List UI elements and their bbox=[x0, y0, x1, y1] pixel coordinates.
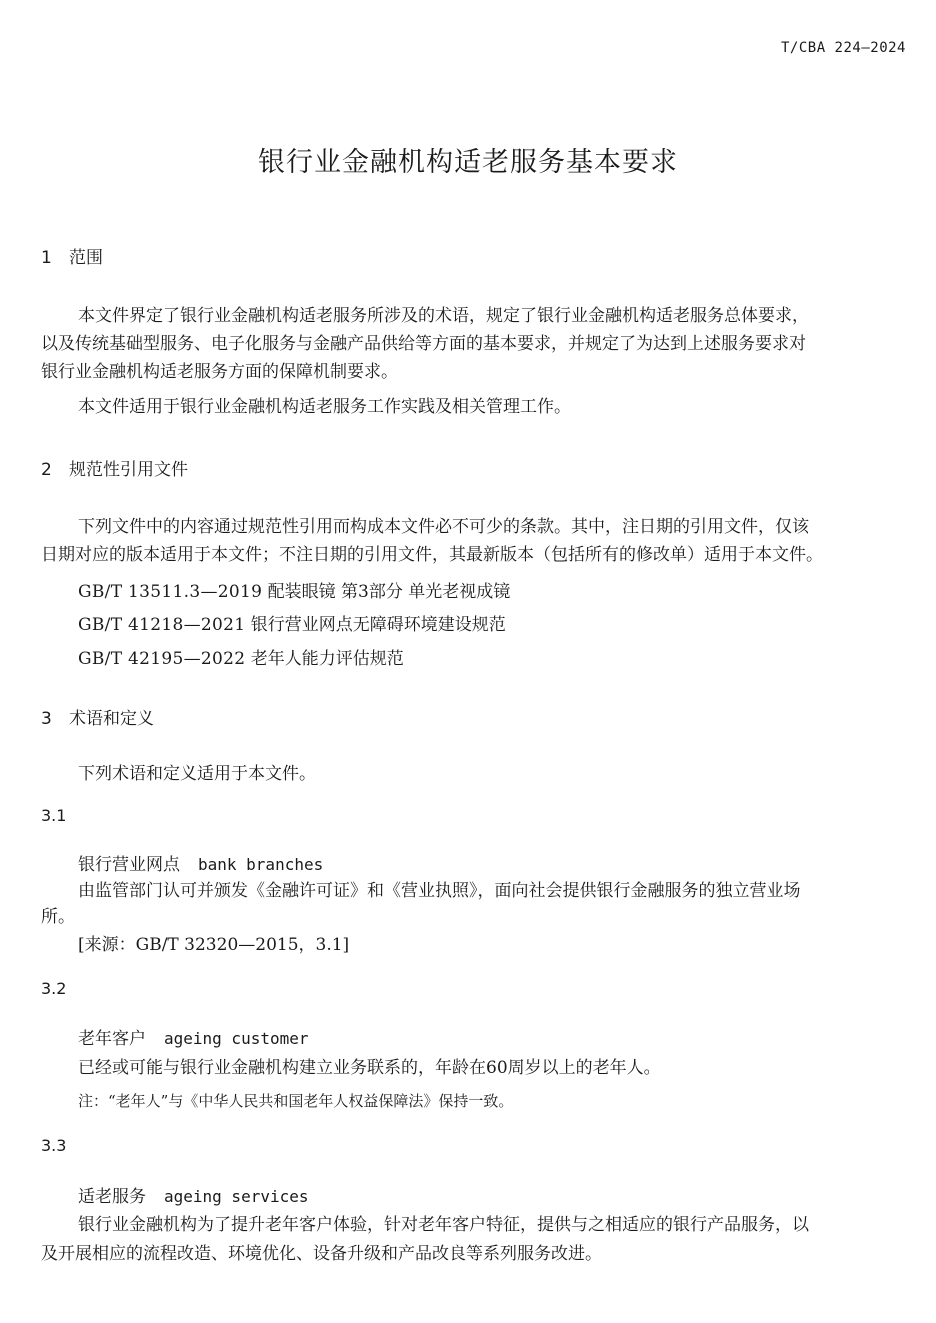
section-1-heading bbox=[41, 243, 103, 268]
clause-3-2-number: 3.2 bbox=[41, 979, 67, 998]
term-3-3-definition-line-1: 银行业金融机构为了提升老年客户体验，针对老年客户特征，提供与之相适应的银行产品服务，以 bbox=[78, 1215, 809, 1235]
term-3-1-zh: 银行营业网点 bbox=[78, 855, 180, 875]
section-2-title: 规范性引用文件 bbox=[69, 460, 188, 480]
term-3-2-note: 注：“老年人”与《中华人民共和国老年人权益保障法》保持一致。 bbox=[78, 1092, 514, 1110]
reference-3-code: GB/T 42195—2022 bbox=[78, 649, 246, 669]
clause-3-3-number: 3.3 bbox=[41, 1136, 67, 1155]
reference-2-title: 银行营业网点无障碍环境建设规范 bbox=[250, 615, 506, 635]
term-3-3-en: ageing services bbox=[164, 1187, 309, 1206]
term-3-1-definition-line-1: 由监管部门认可并颁发《金融许可证》和《营业执照》，面向社会提供银行金融服务的独立营业场 bbox=[78, 881, 801, 901]
section-2-heading bbox=[41, 455, 188, 480]
term-3-2 bbox=[78, 1024, 309, 1049]
section-1-para-2: 本文件适用于银行业金融机构适老服务工作实践及相关管理工作。 bbox=[78, 397, 571, 417]
reference-3 bbox=[78, 644, 404, 669]
section-2-para-1-line-2: 日期对应的版本适用于本文件；不注日期的引用文件，其最新版本（包括所有的修改单）适用于本文件。 bbox=[41, 545, 823, 565]
reference-1 bbox=[78, 577, 510, 602]
section-3-title: 术语和定义 bbox=[69, 709, 154, 729]
term-3-1 bbox=[78, 850, 323, 875]
term-3-3-zh: 适老服务 bbox=[78, 1187, 146, 1207]
reference-1-code: GB/T 13511.3—2019 bbox=[78, 582, 263, 602]
term-3-1-en: bank branches bbox=[198, 855, 324, 874]
term-3-1-definition-line-2: 所。 bbox=[41, 907, 75, 927]
document-title: 银行业金融机构适老服务基本要求 bbox=[258, 147, 678, 178]
section-2-para-1-line-1: 下列文件中的内容通过规范性引用而构成本文件必不可少的条款。其中，注日期的引用文件，仅该 bbox=[78, 517, 809, 537]
section-3-intro: 下列术语和定义适用于本文件。 bbox=[78, 764, 316, 784]
section-2-number: 2 bbox=[41, 460, 52, 480]
term-3-3 bbox=[78, 1182, 309, 1207]
term-3-2-en: ageing customer bbox=[164, 1029, 309, 1048]
section-1-number: 1 bbox=[41, 248, 52, 268]
section-1-title: 范围 bbox=[69, 248, 103, 268]
reference-2 bbox=[78, 610, 506, 635]
term-3-1-source: [来源：GB/T 32320—2015，3.1] bbox=[78, 935, 350, 955]
term-3-2-definition: 已经或可能与银行业金融机构建立业务联系的，年龄在60周岁以上的老年人。 bbox=[78, 1058, 661, 1078]
section-1-para-1-line-3: 银行业金融机构适老服务方面的保障机制要求。 bbox=[41, 362, 398, 382]
section-1-para-1-line-2: 以及传统基础型服务、电子化服务与金融产品供给等方面的基本要求，并规定了为达到上述服务要求对 bbox=[41, 334, 806, 354]
term-3-2-zh: 老年客户 bbox=[78, 1029, 146, 1049]
term-3-3-definition-line-2: 及开展相应的流程改造、环境优化、设备升级和产品改良等系列服务改进。 bbox=[41, 1244, 602, 1264]
clause-3-1-number: 3.1 bbox=[41, 806, 67, 825]
reference-1-title: 配装眼镜 第3部分 单光老视成镜 bbox=[267, 582, 511, 602]
reference-3-title: 老年人能力评估规范 bbox=[250, 649, 404, 669]
section-3-number: 3 bbox=[41, 709, 52, 729]
reference-2-code: GB/T 41218—2021 bbox=[78, 615, 246, 635]
document-number: T/CBA 224—2024 bbox=[780, 40, 906, 56]
section-1-para-1-line-1: 本文件界定了银行业金融机构适老服务所涉及的术语，规定了银行业金融机构适老服务总体要求， bbox=[78, 306, 809, 326]
section-3-heading bbox=[41, 704, 154, 729]
